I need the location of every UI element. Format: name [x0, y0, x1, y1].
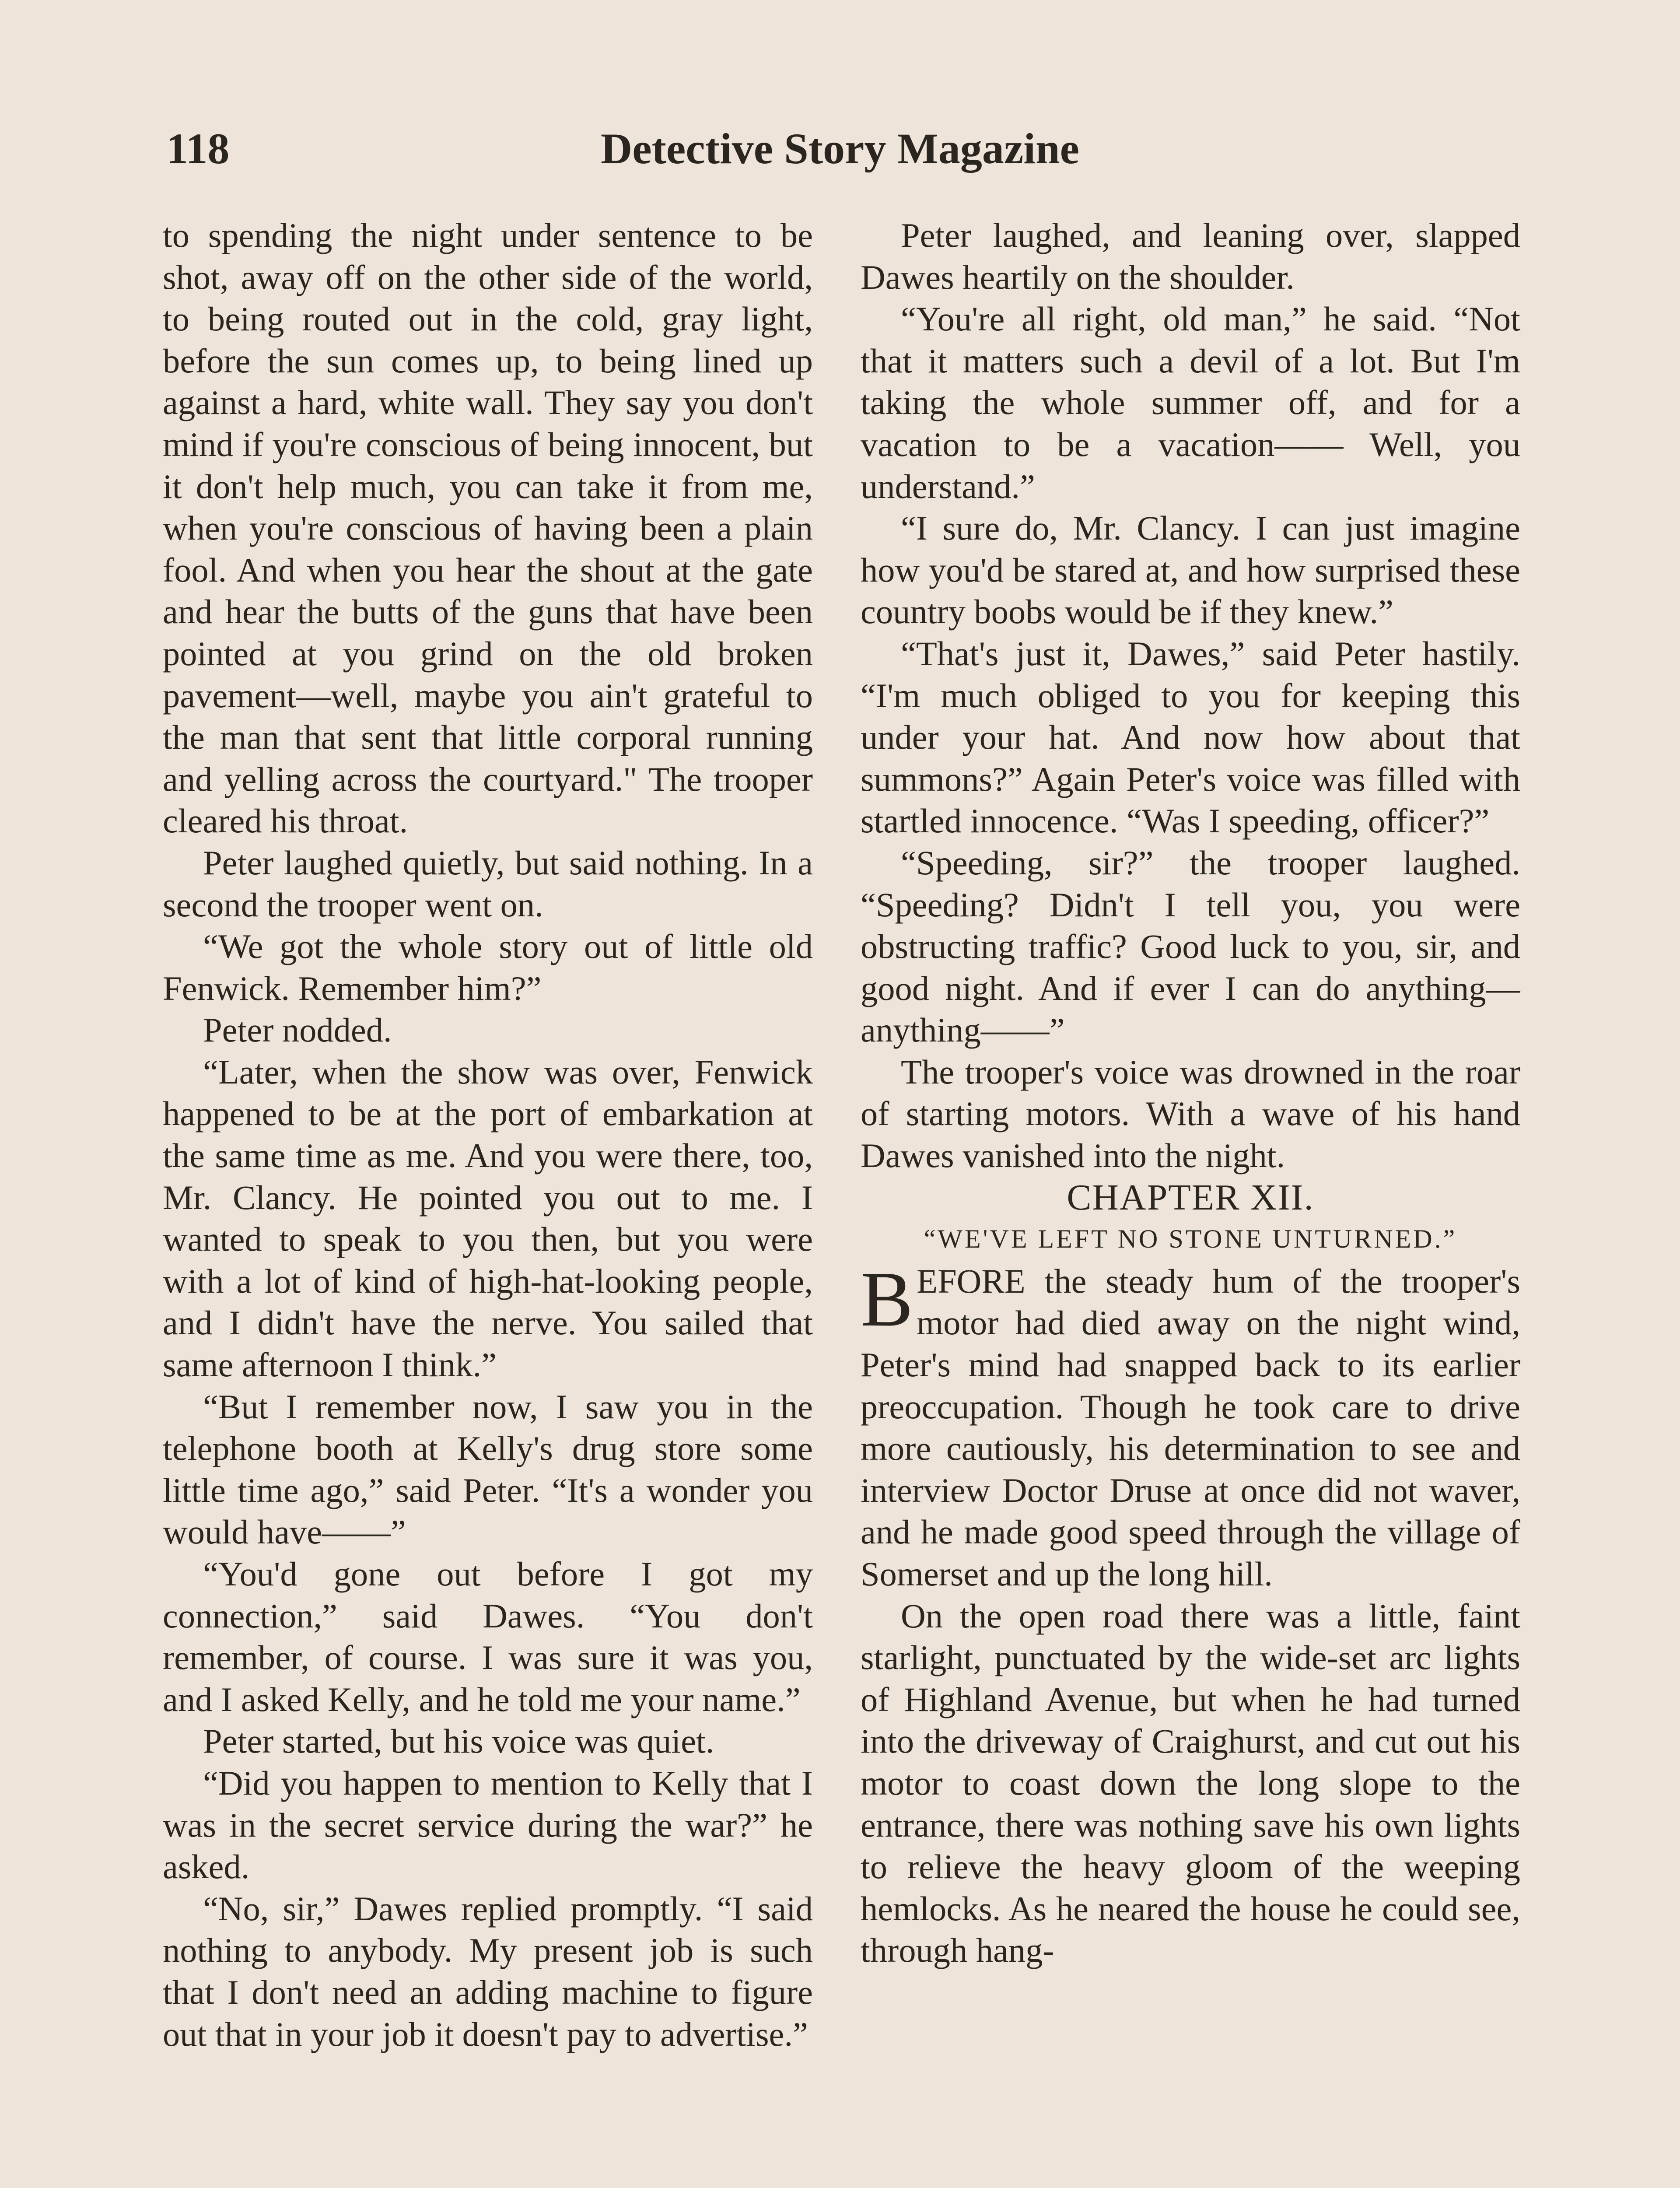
paragraph: “Later, when the show was over, Fenwick happened to be at the port of embarkation at the same time as me. And you were there, too, Mr. Clancy. He pointed you out to me. I wanted to speak to you then, but you were with a lot of kind of high-hat-looking people, and I didn't have the nerve. You sailed that same afternoon I think.”	[163, 1052, 813, 1384]
chapter-subtitle: “WE'VE LEFT NO STONE UNTURNED.”	[924, 1224, 1457, 1254]
paragraph: “You'd gone out before I got my connection,” said Dawes. “You don't remember, of course. I was sure it was you, and I asked Kelly, and he told me your name.”	[163, 1555, 813, 1718]
paragraph: The trooper's voice was drowned in the roar of starting motors. With a wave of his hand Dawes vanished into the night.	[861, 1052, 1520, 1175]
paragraph: “You're all right, old man,” he said. “Not that it matters such a devil of a lot. But I'm taking the whole summer off, and for a vacation to be a vacation—— Well, you understand.”	[861, 300, 1520, 505]
left-column	[163, 214, 813, 2188]
paragraph: Peter laughed, and leaning over, slapped Dawes heartily on the shoulder.	[861, 216, 1520, 296]
running-title: Detective Story Magazine	[601, 124, 1079, 173]
paragraph: “Did you happen to mention to Kelly that I was in the secret service during the war?” he asked.	[163, 1764, 813, 1886]
right-column	[861, 214, 1520, 2188]
paragraph: Peter started, but his voice was quiet.	[203, 1722, 714, 1760]
paragraph: to spending the night under sentence to be shot, away off on the other side of the world, to being routed out in the cold, gray light, before the sun comes up, to being lined up against a hard, white wall. They say you don't mind if you're conscious of being innocent, but it don't help much, you can take it from me, when you're conscious of having been a plain fool. And when you hear the shout at the gate and hear the butts of the guns that have been pointed at you grind on the old broken pavement—well, maybe you ain't grateful to the man that sent that little corporal running and yelling across the courtyard." The trooper cleared his throat.	[163, 216, 813, 840]
paragraph: “That's just it, Dawes,” said Peter hastily. “I'm much obliged to you for keeping this under your hat. And now how about that summons?” Again Peter's voice was filled with startled innocence. “Was I speeding, officer?”	[861, 634, 1520, 840]
paragraph: “I sure do, Mr. Clancy. I can just imagine how you'd be stared at, and how surprised these country boobs would be if they knew.”	[861, 509, 1520, 631]
paragraph: On the open road there was a little, faint starlight, punctuated by the wide-set arc lights of Highland Avenue, but when he had turned into the driveway of Craighurst, and cut out his motor to coast down the long slope to the entrance, there was nothing save his own lights to relieve the heavy gloom of the weeping hemlocks. As he neared the house he could see, through hang-	[861, 1596, 1520, 1970]
paragraph: Peter laughed quietly, but said nothing. In a second the trooper went on.	[163, 843, 813, 924]
chapter-heading: CHAPTER XII.	[1067, 1177, 1314, 1218]
page-number: 118	[166, 124, 230, 173]
paragraph: “No, sir,” Dawes replied promptly. “I said nothing to anybody. My present job is such that I don't need an adding machine to figure out that in your job it doesn't pay to advertise.”	[163, 1889, 813, 2053]
paragraph: Peter nodded.	[203, 1011, 392, 1049]
opening-text: EFORE the steady hum of the trooper's motor had died away on the night wind, Peter's mind had snapped back to its earlier preoccupation. Though he took care to drive more cautiously, his determination to see and interview Doctor Druse at once did not waver, and he made good speed through the village of Somerset and up the long hill.	[861, 1262, 1520, 1593]
paragraph: “Speeding, sir?” the trooper laughed. “Speeding? Didn't I tell you, you were obstructing traffic? Good luck to you, sir, and good night. And if ever I can do anything—anything——”	[861, 843, 1520, 1049]
drop-cap-letter: B	[861, 1255, 914, 1343]
chapter-opening-paragraph	[861, 1255, 1520, 1595]
paragraph: “But I remember now, I saw you in the telephone booth at Kelly's drug store some little time ago,” said Peter. “It's a wonder you would have——”	[163, 1387, 813, 1551]
paragraph: “We got the whole story out of little old Fenwick. Remember him?”	[163, 927, 813, 1007]
